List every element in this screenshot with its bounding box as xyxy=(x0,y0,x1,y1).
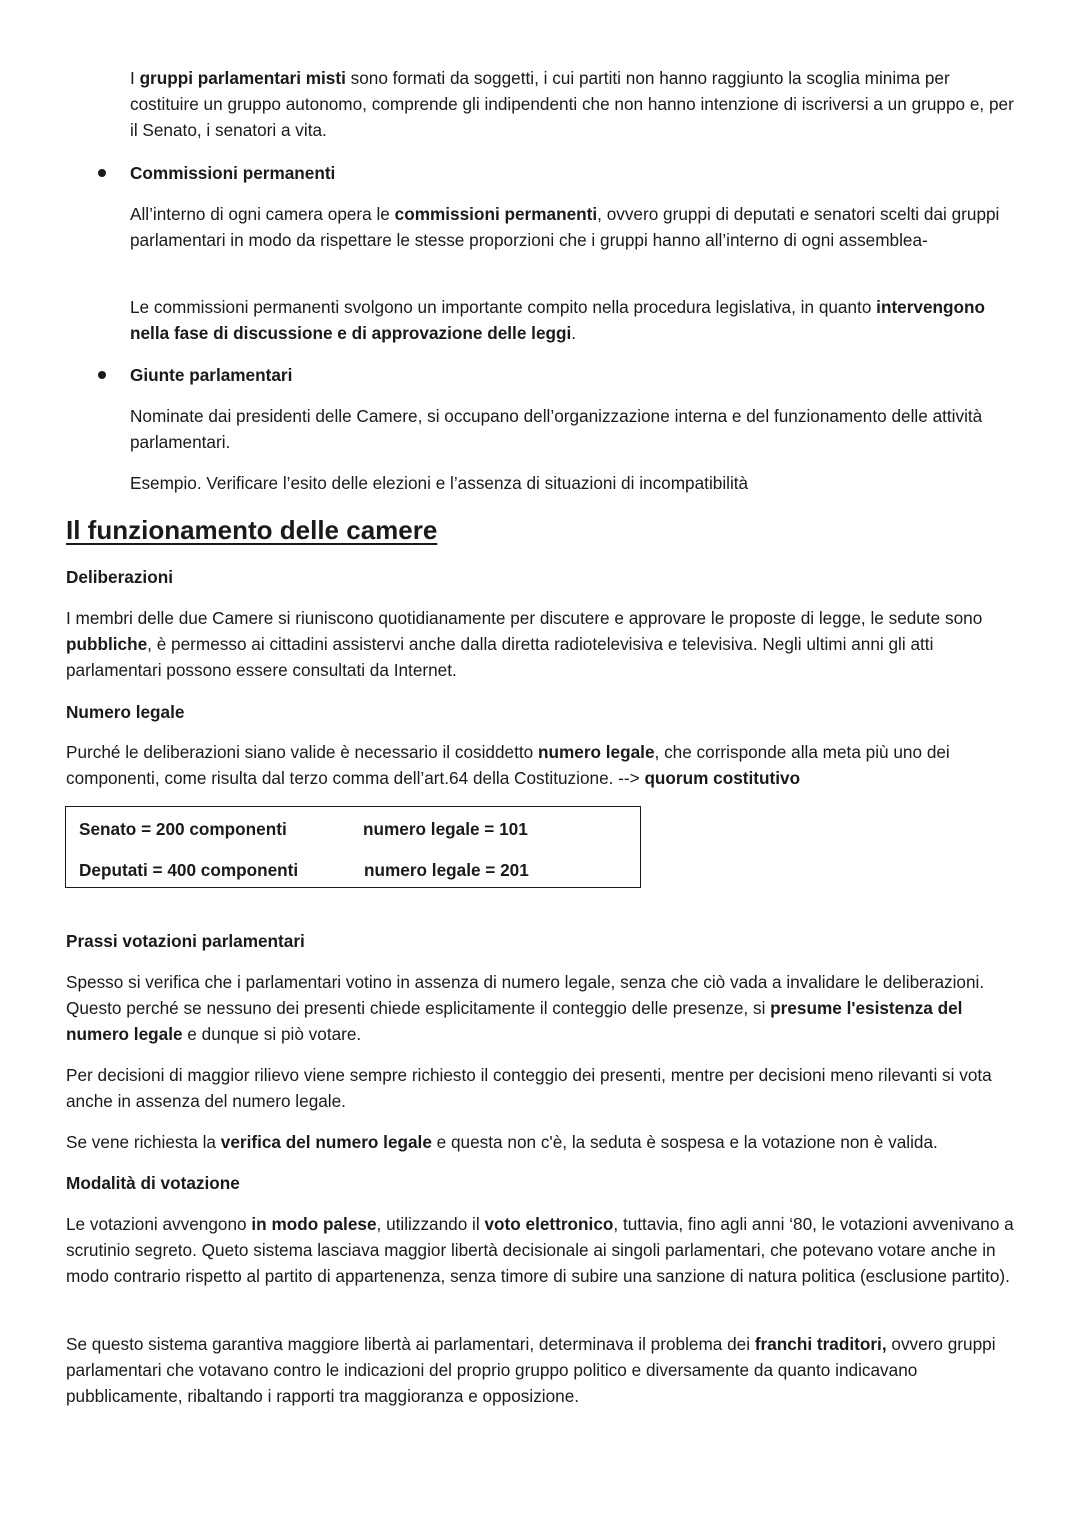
paragraph-giunte-1: Nominate dai presidenti delle Camere, si occupano dell’organizzazione interna e del funzionamento delle attività parlamentari. xyxy=(130,406,983,452)
bullet-icon xyxy=(98,169,106,177)
table-cell: numero legale = 201 xyxy=(364,860,529,880)
bullet-label: Commissioni permanenti xyxy=(130,163,336,183)
section-title: Il funzionamento delle camere xyxy=(66,515,438,545)
paragraph-commissioni-1: All’interno di ogni camera opera le commissioni permanenti, ovvero gruppi di deputati e senatori scelti dai gruppi parlamentari in modo da rispettare le stesse proporzioni che i gruppi hanno all’interno di ogni assemblea- xyxy=(130,204,1000,250)
heading-numero-legale: Numero legale xyxy=(66,702,185,722)
paragraph-gruppi-misti: I gruppi parlamentari misti sono formati da soggetti, i cui partiti non hanno raggiunto la scoglia minima per costituire un gruppo autonomo, comprende gli indipendenti che non hanno intenzione di iscriversi a un gruppo e, per il Senato, i senatori a vita. xyxy=(130,68,1014,140)
table-cell: numero legale = 101 xyxy=(363,819,528,839)
paragraph-commissioni-2: Le commissioni permanenti svolgono un importante compito nella procedura legislativa, in quanto intervengono nella fase di discussione e di approvazione delle leggi. xyxy=(130,297,986,343)
paragraph-prassi-1: Spesso si verifica che i parlamentari votino in assenza di numero legale, senza che ciò vada a invalidare le deliberazioni. Questo perché se nessuno dei presenti chiede esplicitamente il conteggio delle presenze, si presume l'esistenza del numero legale e dunque si piò votare. xyxy=(66,972,985,1044)
bullet-commissioni-permanenti xyxy=(90,160,1020,186)
bullet-giunte-parlamentari xyxy=(90,362,1020,388)
heading-modalita: Modalità di votazione xyxy=(66,1173,240,1193)
paragraph-modalita-2: Se questo sistema garantiva maggiore libertà ai parlamentari, determinava il problema dei franchi traditori, ovvero gruppi parlamentari che votavano contro le indicazioni del proprio gruppo politico e diversamente da quanto indicavano pubblicamente, ribaltando i rapporti tra maggioranza e opposizione. xyxy=(66,1334,996,1406)
heading-deliberazioni: Deliberazioni xyxy=(66,567,173,587)
table-cell: Senato = 200 componenti xyxy=(79,819,287,839)
paragraph-modalita-1: Le votazioni avvengono in modo palese, utilizzando il voto elettronico, tuttavia, fino agli anni ‘80, le votazioni avvenivano a scrutinio segreto. Queto sistema lasciava maggior libertà decisionale ai singoli parlamentari, che potevano votare anche in modo contrario rispetto al partito di appartenenza, senza timore di subire una sanzione di natura politica (esclusione partito). xyxy=(66,1214,1014,1286)
table-cell: Deputati = 400 componenti xyxy=(79,860,299,880)
bullet-icon xyxy=(98,371,106,379)
heading-prassi: Prassi votazioni parlamentari xyxy=(66,931,305,951)
paragraph-prassi-2: Per decisioni di maggior rilievo viene sempre richiesto il conteggio dei presenti, mentre per decisioni meno rilevanti si vota anche in assenza del numero legale. xyxy=(66,1065,992,1111)
paragraph-numero-legale: Purché le deliberazioni siano valide è necessario il cosiddetto numero legale, che corrisponde alla meta più uno dei componenti, come risulta dal terzo comma dell’art.64 della Costituzione. --> quorum costitutivo xyxy=(66,742,950,788)
bullet-label: Giunte parlamentari xyxy=(130,365,293,385)
paragraph-giunte-2: Esempio. Verificare l’esito delle elezioni e l’assenza di situazioni di incompatibilità xyxy=(130,473,749,493)
paragraph-deliberazioni: I membri delle due Camere si riuniscono quotidianamente per discutere e approvare le proposte di legge, le sedute sono pubbliche, è permesso ai cittadini assistervi anche dalla diretta radiotelevisiva e televisiva. Negli ultimi anni gli atti parlamentari possono essere consultati da Internet. xyxy=(66,608,983,680)
paragraph-prassi-3: Se vene richiesta la verifica del numero legale e questa non c'è, la seduta è sospesa e la votazione non è valida. xyxy=(66,1132,938,1152)
numero-legale-table xyxy=(65,806,641,888)
